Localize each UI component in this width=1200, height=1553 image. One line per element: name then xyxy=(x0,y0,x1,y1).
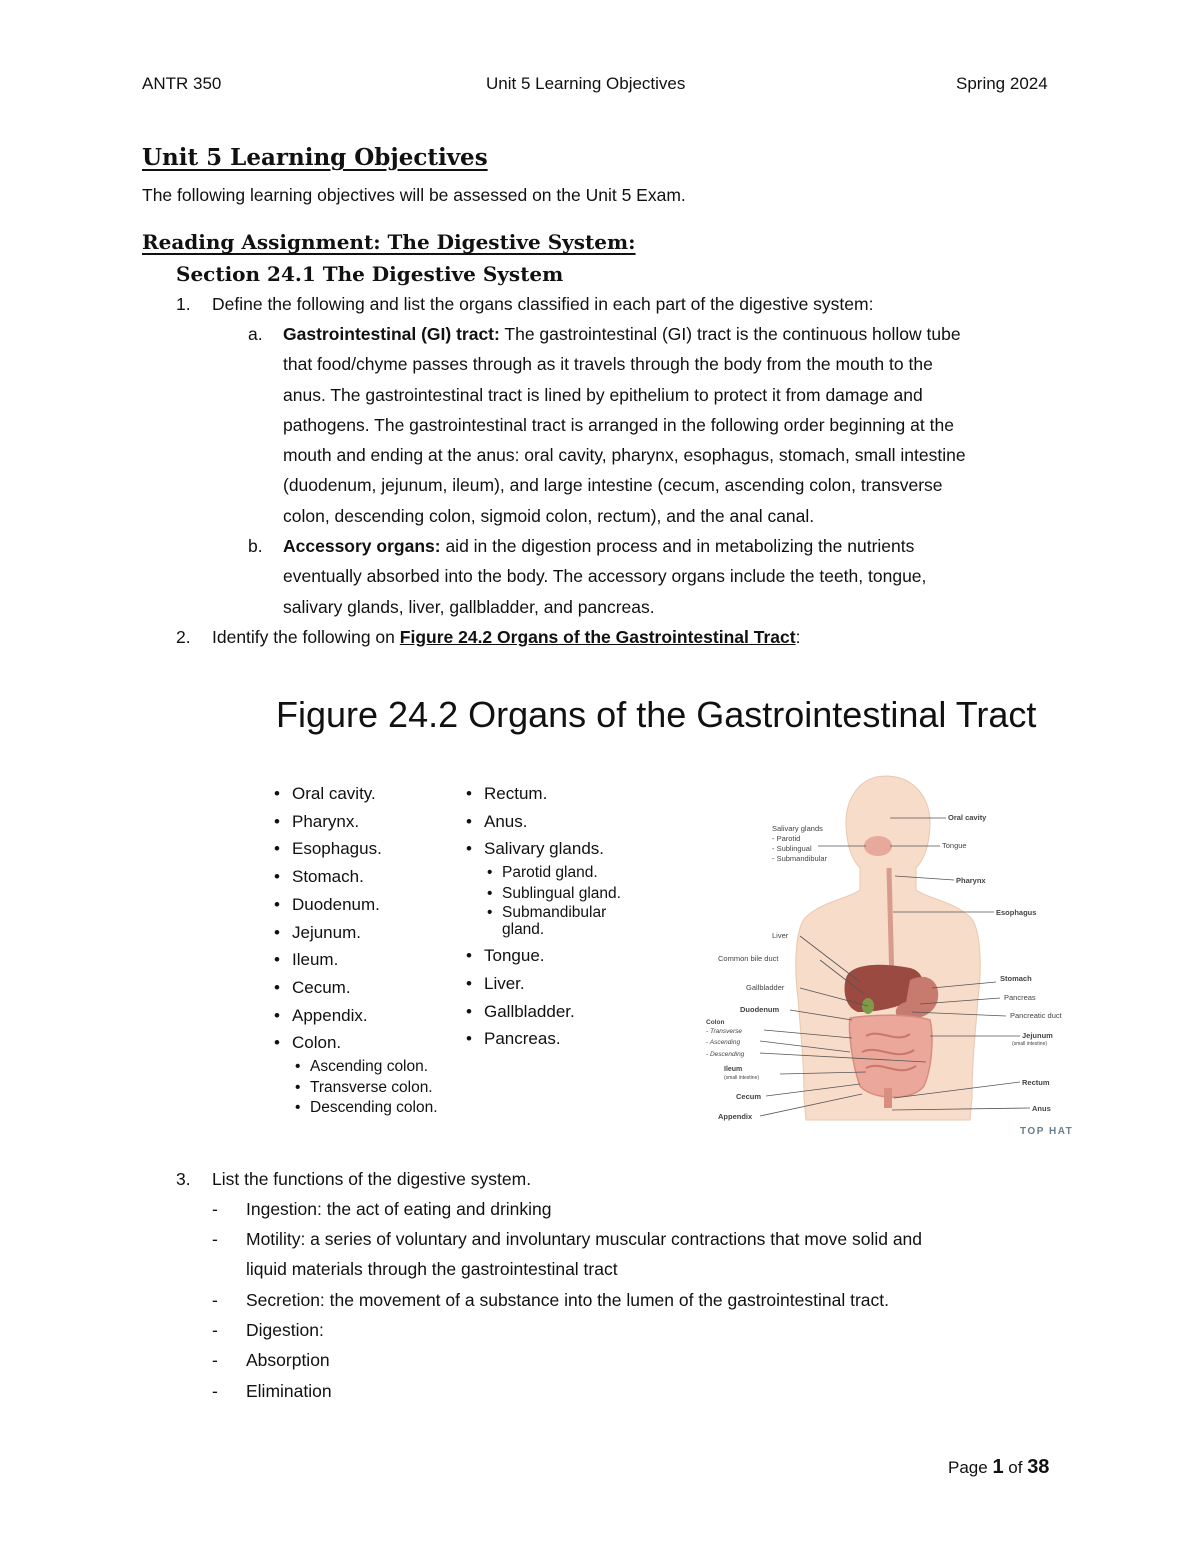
list-item: • Esophagus. xyxy=(274,835,438,863)
obj3-number: 3. xyxy=(176,1169,191,1189)
label-gallbladder: Gallbladder xyxy=(746,983,785,992)
obj2-text xyxy=(212,627,800,648)
label-salivary: Salivary glands xyxy=(772,824,823,833)
obj1a-letter: a. xyxy=(248,324,263,344)
obj1b-paragraph xyxy=(283,531,1073,622)
function-line: liquid materials through the gastrointestinal tract xyxy=(246,1259,618,1280)
obj1a-line: anus. The gastrointestinal tract is lined by epithelium to protect it from damage and xyxy=(283,384,923,405)
label-sublingual: - Sublingual xyxy=(772,844,812,853)
dash-marker: - xyxy=(212,1290,218,1310)
obj1-number: 1. xyxy=(176,294,191,314)
function-item: Elimination xyxy=(246,1381,332,1401)
intestines-shape xyxy=(849,1015,932,1097)
obj1a-line: (duodenum, jejunum, ileum), and large intestine (cecum, ascending colon, transverse xyxy=(283,475,943,496)
list-item: • Gallbladder. xyxy=(466,998,622,1026)
list-subitem: • Sublingual gland. xyxy=(466,884,622,905)
label-ileum-sub: (small intestine) xyxy=(724,1075,760,1081)
list-subitem: • Transverse colon. xyxy=(274,1078,438,1099)
list-item: • Rectum. xyxy=(466,780,622,808)
dash-marker: - xyxy=(212,1381,218,1401)
label-duodenum: Duodenum xyxy=(740,1005,780,1014)
list-item: • Liver. xyxy=(466,970,622,998)
label-stomach: Stomach xyxy=(1000,974,1032,983)
section-heading: Section 24.1 The Digestive System xyxy=(176,262,564,286)
function-item xyxy=(246,1224,1046,1285)
list-item: • Duodenum. xyxy=(274,891,438,919)
label-parotid: - Parotid xyxy=(772,834,801,843)
obj1a-line: The gastrointestinal (GI) tract is the continuous hollow tube xyxy=(504,324,961,344)
top-hat-logo: TOP HAT xyxy=(1020,1126,1074,1137)
label-cecum: Cecum xyxy=(736,1092,762,1101)
list-subitem: • Submandibular gland. xyxy=(466,904,622,938)
figure-list-col2 xyxy=(466,780,622,1053)
label-common-bile-duct: Common bile duct xyxy=(718,954,779,963)
figure-title: Figure 24.2 Organs of the Gastrointestinal Tract xyxy=(276,694,1037,735)
function-item: Absorption xyxy=(246,1350,330,1370)
label-rectum: Rectum xyxy=(1022,1078,1050,1087)
list-item: • Oral cavity. xyxy=(274,780,438,808)
list-item: • Tongue. xyxy=(466,942,622,970)
dash-marker: - xyxy=(212,1199,218,1219)
dash-marker: - xyxy=(212,1229,218,1249)
page-number xyxy=(948,1456,1049,1479)
label-pharynx: Pharynx xyxy=(956,876,986,885)
obj1-text: Define the following and list the organs classified in each part of the digestive system: xyxy=(212,294,874,314)
header-title: Unit 5 Learning Objectives xyxy=(486,74,686,93)
obj1b-line: eventually absorbed into the body. The accessory organs include the teeth, tongue, xyxy=(283,566,927,587)
function-item: Ingestion: the act of eating and drinking xyxy=(246,1199,552,1219)
list-item: • Ileum. xyxy=(274,946,438,974)
obj3-text: List the functions of the digestive system. xyxy=(212,1169,532,1189)
list-subitem: • Ascending colon. xyxy=(274,1057,438,1078)
obj2-prefix: Identify the following on xyxy=(212,627,400,647)
obj1b-line: salivary glands, liver, gallbladder, and pancreas. xyxy=(283,596,655,617)
dash-marker: - xyxy=(212,1350,218,1370)
total-pages: 38 xyxy=(1027,1456,1050,1478)
obj1b-line: aid in the digestion process and in metabolizing the nutrients xyxy=(445,536,915,556)
figure-list-col1 xyxy=(274,780,438,1119)
function-item: Digestion: xyxy=(246,1320,324,1340)
label-submandibular: - Submandibular xyxy=(772,854,828,863)
obj1b-letter: b. xyxy=(248,536,263,556)
header-course: ANTR 350 xyxy=(142,74,222,93)
list-item: • Salivary glands. xyxy=(466,835,622,863)
list-item: • Appendix. xyxy=(274,1002,438,1030)
list-item: • Pharynx. xyxy=(274,808,438,836)
obj1a-line: pathogens. The gastrointestinal tract is arranged in the following order beginning at the xyxy=(283,414,954,435)
list-item: • Pancreas. xyxy=(466,1025,622,1053)
of-word: of xyxy=(1003,1458,1028,1477)
obj1a-line: that food/chyme passes through as it travels through the body from the mouth to the xyxy=(283,354,933,375)
label-liver: Liver xyxy=(772,931,789,940)
label-colon: Colon xyxy=(706,1019,725,1026)
list-subitem: • Parotid gland. xyxy=(466,863,622,884)
label-anus: Anus xyxy=(1032,1104,1051,1113)
label-ascending: - Ascending xyxy=(706,1039,741,1046)
function-line: Motility: a series of voluntary and involuntary muscular contractions that move solid and xyxy=(246,1229,923,1249)
label-pancreas: Pancreas xyxy=(1004,993,1036,1002)
list-item: • Stomach. xyxy=(274,863,438,891)
intro-text: The following learning objectives will be assessed on the Unit 5 Exam. xyxy=(142,185,686,205)
list-item: • Jejunum. xyxy=(274,919,438,947)
function-item: Secretion: the movement of a substance into the lumen of the gastrointestinal tract. xyxy=(246,1290,889,1310)
label-tongue: Tongue xyxy=(942,841,967,850)
obj2-number: 2. xyxy=(176,627,191,647)
obj1a-term: Gastrointestinal (GI) tract: xyxy=(283,324,500,344)
list-subitem: • Descending colon. xyxy=(274,1098,438,1119)
label-jejunum: Jejunum xyxy=(1022,1031,1053,1040)
page-word: Page xyxy=(948,1458,993,1477)
figure-reference: Figure 24.2 Organs of the Gastrointestinal Tract xyxy=(399,627,796,647)
oral-cavity-shape xyxy=(864,836,892,856)
header-term: Spring 2024 xyxy=(956,74,1048,93)
label-pancreatic-duct: Pancreatic duct xyxy=(1010,1011,1062,1020)
label-transverse: - Transverse xyxy=(706,1028,742,1035)
page-title: Unit 5 Learning Objectives xyxy=(142,144,488,171)
current-page: 1 xyxy=(992,1456,1004,1478)
label-jejunum-sub: (small intestine) xyxy=(1012,1041,1048,1047)
list-item: • Cecum. xyxy=(274,974,438,1002)
obj1a-line: colon, descending colon, sigmoid colon, rectum), and the anal canal. xyxy=(283,505,815,526)
list-item: • Colon. xyxy=(274,1029,438,1057)
obj2-suffix: : xyxy=(795,627,801,647)
label-ileum: Ileum xyxy=(724,1066,743,1073)
label-esophagus: Esophagus xyxy=(996,908,1037,917)
label-descending: - Descending xyxy=(706,1051,745,1058)
label-appendix: Appendix xyxy=(718,1112,753,1121)
dash-marker: - xyxy=(212,1320,218,1340)
label-oral-cavity: Oral cavity xyxy=(948,813,987,822)
obj1a-paragraph xyxy=(283,319,1073,531)
obj1b-term: Accessory organs: xyxy=(283,536,441,556)
reading-assignment-heading: Reading Assignment: The Digestive System: xyxy=(142,230,636,254)
list-item: • Anus. xyxy=(466,808,622,836)
obj1a-line: mouth and ending at the anus: oral cavity, pharynx, esophagus, stomach, small intestine xyxy=(283,445,966,466)
digestive-system-diagram xyxy=(700,768,1090,1140)
